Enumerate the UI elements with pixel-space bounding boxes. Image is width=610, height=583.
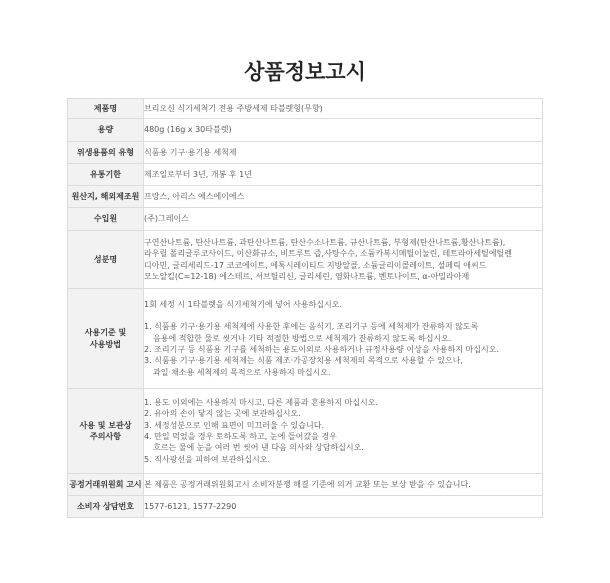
usage-item: 음용에 적합한 물로 씻거나 기타 적절한 방법으로 세척제가 잔류하지 않도록 하십시오.	[153, 333, 452, 343]
ingredients-line: 구연산나트륨, 탄산나트륨, 과탄산나트륨, 탄산수소나트륨, 규산나트륨, 부형제(탄산나트륨,황산나트륨),	[144, 237, 506, 247]
caution-item: 3. 세정성분으로 인해 표면이 미끄러울 수 있습니다.	[144, 420, 324, 430]
usage-intro: 1회 세정 시 1타블렛을 식기세척기에 넣어 사용하십시오.	[144, 299, 342, 309]
table-row	[68, 119, 543, 142]
ingredients-line: 모노알킬(C=12-18) 에스테르, 서브틸리신, 글리세린, 염화나트륨, 벤토나이트, α-아밀라아제	[144, 271, 470, 281]
importer-value: (주)그레이스	[144, 208, 543, 231]
usage-item: 1. 식품용 기구·용기용 세척제에 사용한 후에는 음식기, 조리기구 등에 세척제가 잔류하지 않도록	[144, 322, 479, 332]
product-name-label: 제품명	[68, 99, 144, 119]
origin-label: 원산지, 해외제조원	[68, 186, 144, 208]
table-row	[68, 99, 543, 119]
caution-item: 5. 직사광선을 피하여 보관하십시오.	[144, 454, 270, 464]
importer-label: 수입원	[68, 208, 144, 231]
consultation-label: 소비자 상담번호	[68, 496, 144, 518]
fair-trade-label: 공정거래위원회 고시	[68, 474, 144, 496]
caution-value	[144, 389, 543, 474]
usage-label	[68, 289, 144, 389]
product-info-table	[67, 98, 543, 518]
caution-label-line: 사용 및 보관상	[79, 420, 132, 430]
table-row	[68, 208, 543, 231]
caution-item: 4. 만일 먹었을 경우 토하도록 하고, 눈에 들어갔을 경우	[144, 432, 337, 441]
table-row	[68, 389, 543, 474]
table-row	[68, 231, 543, 289]
origin-value: 프랑스, 아리스 에스에이에스	[144, 186, 543, 208]
table-row	[68, 164, 543, 186]
capacity-value: 480g (16g x 30타블렛)	[144, 119, 543, 142]
usage-label-line: 사용기준 및	[84, 328, 127, 338]
usage-item: 과일·채소용 세척제의 목적으로 사용하지 마십시오.	[153, 367, 331, 377]
ingredients-line: 디아민, 글리세리드-17 코코에이트, 에톡시레이티드 지방알콜, 소듐글리이콜레이트, 설페릭 애씨드	[144, 260, 487, 270]
ingredients-line: 라우릴 폴리글루코사이드, 이산화규소, 비트루트 즙,사탕수수, 소듐카복시메틸이눌린, 테트라아세틸에틸렌	[144, 249, 513, 259]
table-row	[68, 186, 543, 208]
expiry-value: 제조일로부터 3년, 개봉 후 1년	[144, 164, 543, 186]
caution-item: 흐르는 물에 눈을 여러 번 씻어 낸 다음 의사와 상담하십시오.	[153, 443, 364, 453]
table-row	[68, 496, 543, 518]
category-value: 식품용 기구·용기용 세척제	[144, 142, 543, 164]
page-title: 상품정보고시	[244, 60, 366, 84]
table-row	[68, 474, 543, 496]
ingredients-label: 성분명	[68, 231, 144, 289]
caution-item: 2. 유아의 손이 닿지 않는 곳에 보관하십시오.	[144, 409, 301, 419]
usage-item: 3. 식품용 기구·용기용 세척제는 식품 제조·가공장치용 세척제의 목적으로 사용할 수 있으나,	[144, 356, 463, 366]
product-name-value: 브리오신 식기세척기 전용 주방세제 타블렛형(무향)	[144, 99, 543, 119]
usage-value	[144, 289, 543, 389]
caution-label-line: 주의사항	[90, 432, 121, 441]
category-label: 위생용품의 유형	[68, 142, 144, 164]
usage-item: 2. 조리기구 등 식품용 기구를 세척하는 용도이외로 사용하거나 규정사용량 이상을 사용하지 마십시오.	[144, 345, 499, 354]
caution-item: 1. 용도 이외에는 사용하지 마시고, 다른 제품과 혼용하지 마십시오.	[144, 397, 378, 407]
ingredients-value	[144, 231, 543, 289]
fair-trade-value: 본 제품은 공정거래위원회고시 소비자분쟁 해결 기준에 의거 교환 또는 보상 받을 수 있습니다.	[144, 474, 543, 496]
caution-label	[68, 389, 144, 474]
consultation-value: 1577-6121, 1577-2290	[144, 496, 543, 518]
table-row	[68, 289, 543, 389]
usage-label-line: 사용방법	[90, 339, 121, 349]
capacity-label: 용량	[68, 119, 144, 142]
expiry-label: 유통기한	[68, 164, 144, 186]
table-row	[68, 142, 543, 164]
